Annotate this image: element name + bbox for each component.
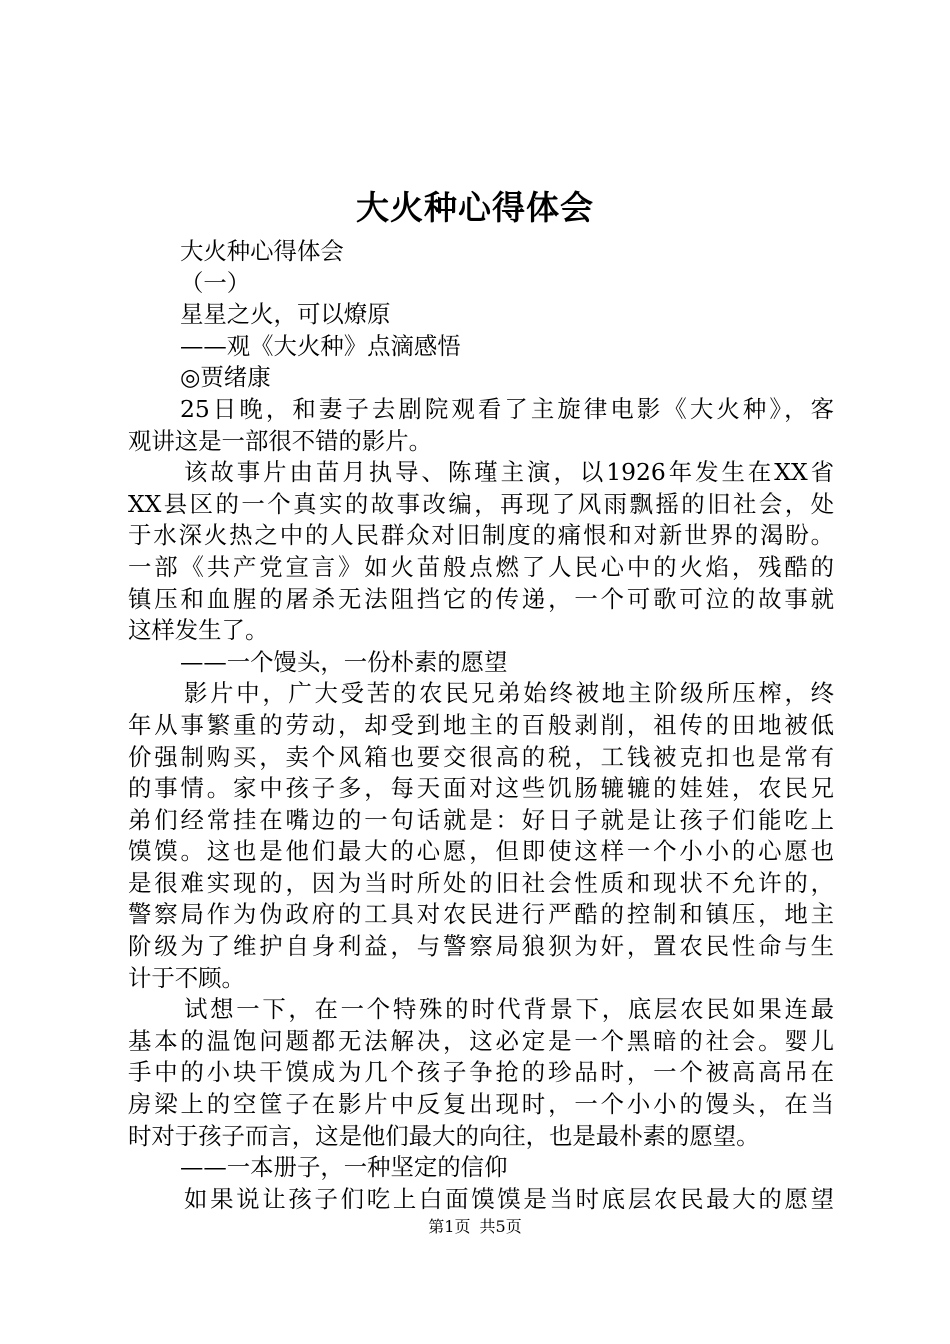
text-line: 弟们经常挂在嘴边的一句话就是：好日子就是让孩子们能吃上 <box>128 805 834 834</box>
text-line: 阶级为了维护自身利益，与警察局狼狈为奸，置农民性命与生 <box>128 932 834 961</box>
text-line: （一） <box>180 268 251 297</box>
text-line: 是很难实现的，因为当时所处的旧社会性质和现状不允许的， <box>128 868 834 897</box>
text-line: 试想一下，在一个特殊的时代背景下，底层农民如果连最 <box>184 995 834 1024</box>
text-line: 于水深火热之中的人民群众对旧制度的痛恨和对新世界的渴盼。 <box>128 521 834 550</box>
page-footer <box>0 1216 950 1238</box>
text-line: 观讲这是一部很不错的影片。 <box>128 426 433 455</box>
text-line: 警察局作为伪政府的工具对农民进行严酷的控制和镇压，地主 <box>128 900 834 929</box>
text-line: 基本的温饱问题都无法解决，这必定是一个黑暗的社会。婴儿 <box>128 1026 834 1055</box>
text-line: 影片中，广大受苦的农民兄弟始终被地主阶级所压榨，终 <box>184 679 834 708</box>
text-line: 该故事片由苗月执导、陈瑾主演，以1926年发生在XX省 <box>184 458 834 487</box>
document-body <box>128 236 834 1215</box>
text-line: 房梁上的空筐子在影片中反复出现时，一个小小的馒头，在当 <box>128 1090 834 1119</box>
text-line: XX县区的一个真实的故事改编，再现了风雨飘摇的旧社会，处 <box>128 489 834 518</box>
text-line: 25日晚，和妻子去剧院观看了主旋律电影《大火种》，客 <box>180 394 834 423</box>
text-line: 镇压和血腥的屠杀无法阻挡它的传递，一个可歌可泣的故事就 <box>128 584 834 613</box>
text-line: 一部《共产党宣言》如火苗般点燃了人民心中的火焰，残酷的 <box>128 552 834 581</box>
page-total: 共5页 <box>479 1217 522 1236</box>
page-number: 第1页 <box>428 1217 471 1236</box>
text-line: 价强制购买，卖个风箱也要交很高的税，工钱被克扣也是常有 <box>128 742 834 771</box>
text-line: 星星之火，可以燎原 <box>180 300 391 329</box>
text-line: ——观《大火种》点滴感悟 <box>180 331 461 360</box>
text-line: 大火种心得体会 <box>180 237 344 265</box>
text-line: ——一个馒头，一份朴素的愿望 <box>180 647 508 676</box>
text-line: 时对于孩子而言，这是他们最大的向往，也是最朴素的愿望。 <box>128 1121 760 1150</box>
text-line: ◎贾绪康 <box>180 363 271 392</box>
document-title: 大火种心得体会 <box>356 188 594 227</box>
text-line: 馍馍。这也是他们最大的心愿，但即使这样一个小小的心愿也 <box>128 837 834 866</box>
text-line: 如果说让孩子们吃上白面馍馍是当时底层农民最大的愿望 <box>184 1184 834 1213</box>
text-line: 计于不顾。 <box>128 963 245 992</box>
text-line: 的事情。家中孩子多，每天面对这些饥肠辘辘的娃娃，农民兄 <box>128 774 834 803</box>
text-line: 这样发生了。 <box>128 616 269 645</box>
text-line: 年从事繁重的劳动，却受到地主的百般剥削，祖传的田地被低 <box>128 710 834 739</box>
text-line: 手中的小块干馍成为几个孩子争抢的珍品时，一个被高高吊在 <box>128 1058 834 1087</box>
text-line: ——一本册子，一种坚定的信仰 <box>180 1153 508 1182</box>
